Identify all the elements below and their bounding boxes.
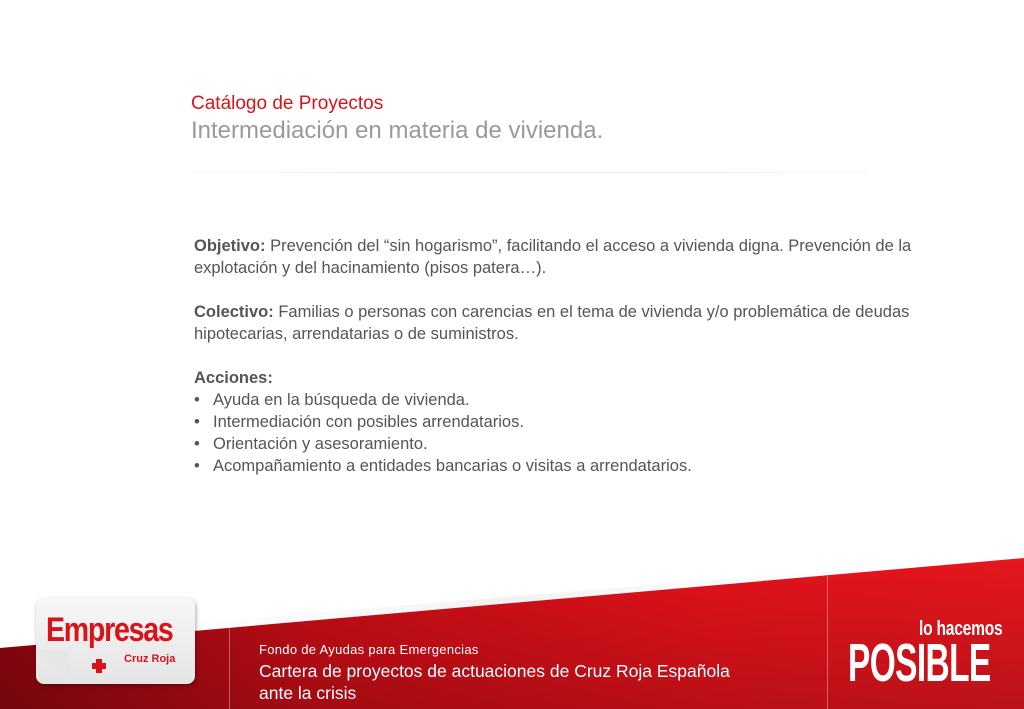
footer-text: [259, 642, 730, 704]
slogan-small: lo hacemos: [919, 618, 1003, 640]
fund-name: Fondo de Ayudas para Emergencias: [259, 642, 479, 657]
catalog-kicker: Catálogo de Proyectos: [191, 93, 384, 114]
logo-fold-shape: [36, 650, 76, 690]
slogan-big: POSIBLE: [848, 633, 991, 693]
footer-divider-left: [229, 628, 230, 709]
list-item: • Orientación y asesoramiento.: [194, 435, 428, 453]
list-item: • Acompañamiento a entidades bancarias o visitas a arrendatarios.: [194, 457, 692, 475]
objetivo-label: Objetivo:: [194, 237, 266, 255]
logo-wordmark: Empresas: [46, 611, 173, 649]
bullet-icon: •: [194, 413, 200, 431]
list-item: • Intermediación con posibles arrendatarios.: [194, 413, 524, 431]
red-cross-icon: [88, 655, 110, 677]
list-item: • Ayuda en la búsqueda de vivienda.: [194, 391, 470, 409]
colectivo-text: Familias o personas con carencias en el tema de vivienda y/o problemática de deudas hipotecarias, arrendatarias o de suministros.: [194, 303, 910, 343]
page-title: Intermediación en materia de vivienda.: [191, 117, 604, 144]
objetivo-text: Prevención del “sin hogarismo”, facilitando el acceso a vivienda digna. Prevención de la explotación y del hacinamiento (pisos patera…).: [194, 237, 912, 277]
colectivo-label: Colectivo:: [194, 303, 274, 321]
bullet-icon: •: [194, 435, 200, 453]
acciones-label: Acciones:: [194, 369, 273, 387]
footer-title: Cartera de proyectos de actuaciones de Cruz Roja Española ante la crisis: [259, 661, 730, 703]
bullet-icon: •: [194, 391, 200, 409]
logo-subtitle: Cruz Roja: [124, 653, 176, 665]
footer-divider-right: [827, 576, 828, 709]
bullet-icon: •: [194, 457, 200, 475]
